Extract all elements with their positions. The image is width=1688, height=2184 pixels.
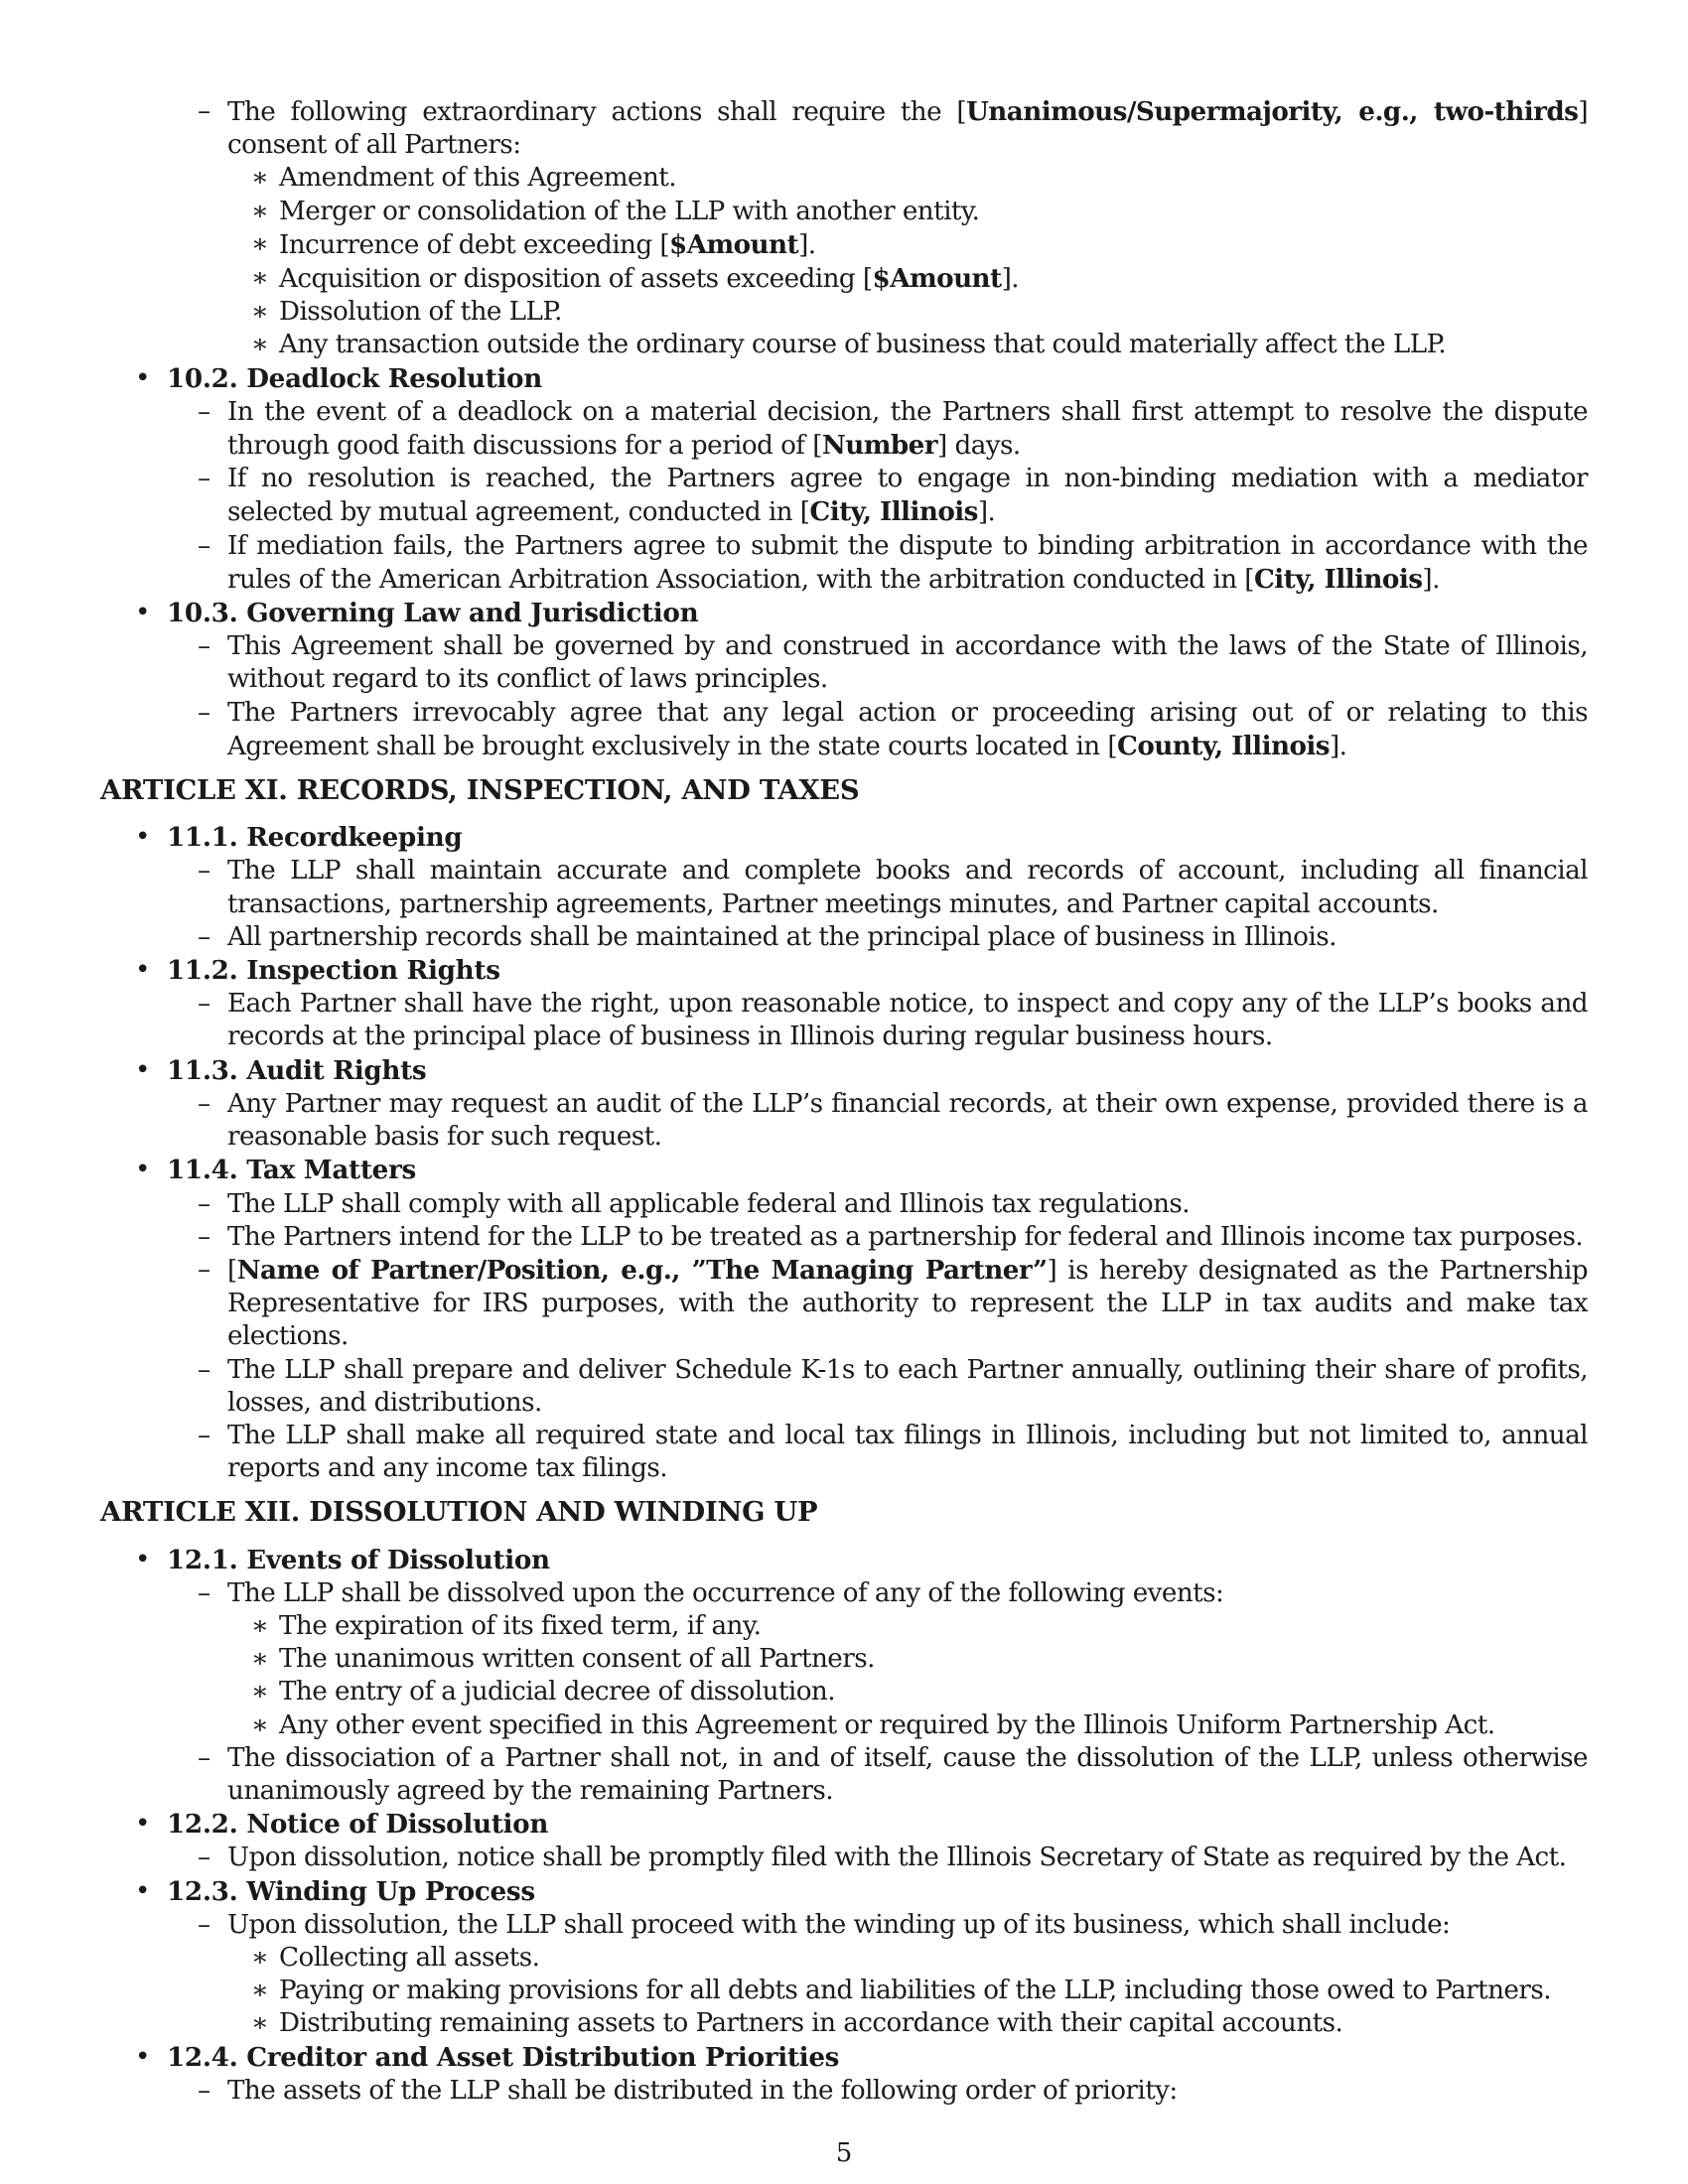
- sub-clause-item: [100, 262, 1588, 296]
- text-run: If no resolution is reached, the Partners agree to engage in non-binding mediation with a mediator selected by mutual agreement, conducted in [: [227, 464, 1588, 528]
- text-run: ] days.: [937, 431, 1021, 462]
- bold-text: Name of Partner/Position, e.g., ”The Managing Partner”: [236, 1254, 1048, 1286]
- document-body: [100, 95, 1588, 2108]
- text-run: ].: [977, 497, 996, 528]
- sub-clause-item: [100, 1676, 1588, 1708]
- clause-item: [100, 1909, 1588, 1942]
- text-run: The LLP shall prepare and deliver Schedule K-1s to each Partner annually, outlining their share of profits, losses, and distributions.: [227, 1354, 1588, 1418]
- sub-clause-item: [100, 196, 1588, 228]
- bold-text: 12.1. Events of Dissolution: [167, 1544, 550, 1575]
- section-heading: [100, 954, 1588, 988]
- bold-text: 11.1. Recordkeeping: [167, 822, 463, 854]
- section-heading: [100, 1154, 1588, 1187]
- text-run: Paying or making provisions for all debts and liabilities of the LLP, including those owed to Partners.: [279, 1976, 1552, 2006]
- clause-item: [100, 921, 1588, 954]
- article-heading: [100, 774, 1588, 807]
- text-run: The LLP shall make all required state and local tax filings in Illinois, including but not limited to, annual reports and any income tax filings.: [227, 1420, 1588, 1484]
- text-run: ].: [798, 229, 816, 260]
- section-heading: [100, 821, 1588, 855]
- clause-item: [100, 1577, 1588, 1610]
- section-heading: [100, 597, 1588, 630]
- article-heading: [100, 1496, 1588, 1529]
- clause-item: [100, 1188, 1588, 1221]
- section-heading: [100, 2041, 1588, 2075]
- bold-text: City, Illinois: [809, 496, 978, 528]
- text-run: The assets of the LLP shall be distributed in the following order of priority:: [227, 2075, 1178, 2106]
- bold-text: 12.2. Notice of Dissolution: [167, 1809, 549, 1841]
- clause-item: [100, 1742, 1588, 1808]
- text-run: The Partners intend for the LLP to be treated as a partnership for federal and Illinois income tax purposes.: [227, 1221, 1584, 1252]
- clause-item: [100, 463, 1588, 529]
- sub-clause-item: [100, 1610, 1588, 1643]
- text-run: Any other event specified in this Agreement or required by the Illinois Uniform Partnership Act.: [279, 1709, 1495, 1740]
- text-run: In the event of a deadlock on a material decision, the Partners shall first attempt to resolve the dispute through good faith discussions for a period of [: [227, 396, 1588, 462]
- text-run: ] is hereby designated as the Partnership Representative for IRS purposes, with the authority to represent the LLP in tax audits and make tax elections.: [227, 1255, 1588, 1352]
- text-run: Distributing remaining assets to Partners in accordance with their capital accounts.: [279, 2008, 1343, 2039]
- text-run: The LLP shall be dissolved upon the occurrence of any of the following events:: [227, 1577, 1224, 1608]
- clause-item: [100, 530, 1588, 597]
- text-run: The entry of a judicial decree of dissolution.: [279, 1677, 836, 1707]
- text-run: The LLP shall comply with all applicable federal and Illinois tax regulations.: [227, 1188, 1191, 1219]
- clause-item: [100, 1842, 1588, 1874]
- text-run: ].: [1422, 564, 1440, 595]
- bold-text: County, Illinois: [1117, 730, 1330, 761]
- bold-text: 11.3. Audit Rights: [167, 1054, 427, 1086]
- text-run: Amendment of this Agreement.: [279, 163, 677, 194]
- text-run: ARTICLE XII. DISSOLUTION AND WINDING UP: [100, 1496, 818, 1529]
- bold-text: 10.2. Deadlock Resolution: [167, 362, 542, 394]
- bold-text: 11.2. Inspection Rights: [167, 955, 500, 987]
- sub-clause-item: [100, 1709, 1588, 1742]
- clause-item: [100, 95, 1588, 162]
- text-run: Dissolution of the LLP.: [279, 297, 562, 328]
- text-run: This Agreement shall be governed by and construed in accordance with the laws of the State of Illinois, without regard to its conflict of laws principles.: [227, 631, 1588, 695]
- text-run: All partnership records shall be maintained at the principal place of business in Illinois.: [227, 921, 1336, 952]
- clause-item: [100, 1354, 1588, 1420]
- sub-clause-item: [100, 228, 1588, 262]
- text-run: The dissociation of a Partner shall not, in and of itself, cause the dissolution of the LLP, unless otherwise unanimously agreed by the remaining Partners.: [227, 1742, 1588, 1806]
- sub-clause-item: [100, 2007, 1588, 2040]
- clause-item: [100, 1420, 1588, 1485]
- text-run: The unanimous written consent of all Partners.: [279, 1644, 875, 1675]
- bold-text: Number: [821, 430, 938, 462]
- clause-item: [100, 2075, 1588, 2108]
- text-run: Collecting all assets.: [279, 1942, 540, 1973]
- bold-text: 12.3. Winding Up Process: [167, 1875, 535, 1907]
- bold-text: $Amount: [872, 263, 1002, 295]
- text-run: ].: [1329, 731, 1347, 761]
- clause-item: [100, 1088, 1588, 1154]
- bold-text: 10.3. Governing Law and Jurisdiction: [167, 598, 699, 629]
- sub-clause-item: [100, 329, 1588, 361]
- sub-clause-item: [100, 162, 1588, 195]
- text-run: Upon dissolution, notice shall be promptly filed with the Illinois Secretary of State as required by the Act.: [227, 1843, 1567, 1873]
- text-run: The following extraordinary actions shall require the [: [227, 97, 967, 127]
- sub-clause-item: [100, 296, 1588, 329]
- sub-clause-item: [100, 1975, 1588, 2007]
- page-number: 5: [835, 2138, 853, 2168]
- bold-text: 12.4. Creditor and Asset Distribution Priorities: [167, 2041, 840, 2073]
- text-run: ].: [1001, 264, 1020, 295]
- text-run: [: [227, 1255, 237, 1286]
- clause-item: [100, 697, 1588, 763]
- section-heading: [100, 1808, 1588, 1842]
- bold-text: 11.4. Tax Matters: [167, 1155, 416, 1186]
- text-run: If mediation fails, the Partners agree to submit the dispute to binding arbitration in accordance with the rules of the American Arbitration Association, with the arbitration conducted in [: [227, 530, 1588, 595]
- text-run: The LLP shall maintain accurate and complete books and records of account, including all financial transactions, partnership agreements, Partner meetings minutes, and Partner capital accounts.: [227, 856, 1588, 919]
- clause-item: [100, 988, 1588, 1053]
- section-heading: [100, 362, 1588, 396]
- sub-clause-item: [100, 1643, 1588, 1676]
- text-run: Acquisition or disposition of assets exceeding [: [279, 264, 873, 295]
- bold-text: Unanimous/Supermajority, e.g., two-thirds: [966, 96, 1579, 127]
- clause-item: [100, 630, 1588, 696]
- sub-clause-item: [100, 1942, 1588, 1975]
- text-run: ] consent of all Partners:: [227, 97, 1588, 161]
- clause-item: [100, 855, 1588, 920]
- clause-item: [100, 396, 1588, 463]
- text-run: Merger or consolidation of the LLP with another entity.: [279, 196, 980, 226]
- section-heading: [100, 1054, 1588, 1088]
- text-run: Upon dissolution, the LLP shall proceed with the winding up of its business, which shall include:: [227, 1909, 1451, 1940]
- text-run: The Partners irrevocably agree that any legal action or proceeding arising out of or relating to this Agreement shall be brought exclusively in the state courts located in [: [227, 697, 1588, 761]
- section-heading: [100, 1875, 1588, 1909]
- text-run: Incurrence of debt exceeding [: [279, 229, 670, 260]
- text-run: Any Partner may request an audit of the LLP’s financial records, at their own expense, provided there is a reasonable basis for such request.: [227, 1088, 1588, 1153]
- clause-item: [100, 1254, 1588, 1354]
- text-run: The expiration of its fixed term, if any.: [279, 1610, 762, 1641]
- bold-text: City, Illinois: [1253, 563, 1423, 595]
- text-run: Each Partner shall have the right, upon reasonable notice, to inspect and copy any of the LLP’s books and records at the principal place of business in Illinois during regular business hours.: [227, 989, 1588, 1052]
- clause-item: [100, 1221, 1588, 1254]
- section-heading: [100, 1544, 1588, 1577]
- bold-text: $Amount: [669, 228, 799, 260]
- text-run: ARTICLE XI. RECORDS, INSPECTION, AND TAXES: [100, 774, 860, 807]
- text-run: Any transaction outside the ordinary course of business that could materially affect the LLP.: [279, 330, 1447, 360]
